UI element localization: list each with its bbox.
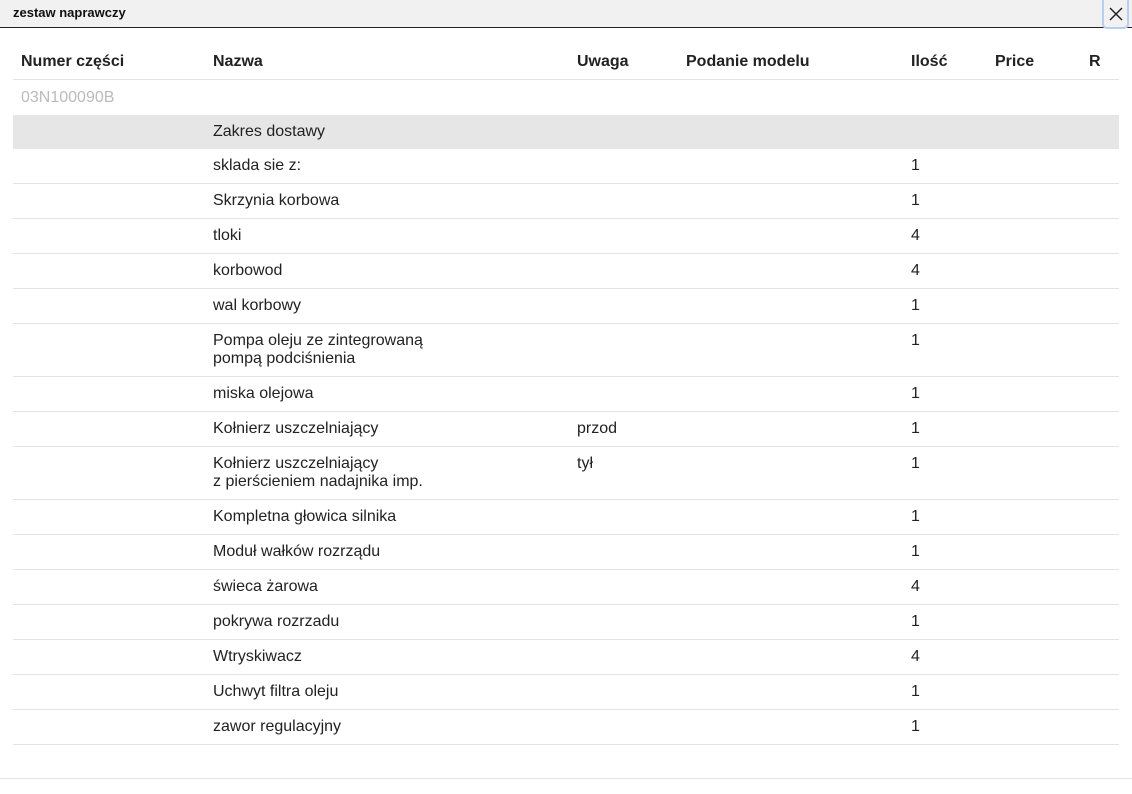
- row-name-line: miska olejowa: [213, 385, 314, 402]
- row-name-line: sklada sie z:: [213, 157, 302, 174]
- row-qty: 1: [903, 535, 987, 570]
- row-note: [569, 640, 678, 675]
- row-name-line: Kompletna głowica silnika: [213, 508, 397, 525]
- row-part-number: [13, 640, 205, 675]
- row-part-number: [13, 219, 205, 254]
- row-part-number: [13, 254, 205, 289]
- table-row: [13, 377, 1119, 412]
- table-row: [13, 412, 1119, 447]
- row-price: [987, 324, 1081, 377]
- row-name-line: korbowod: [213, 262, 283, 279]
- row-price: [987, 640, 1081, 675]
- row-model: [678, 377, 903, 412]
- row-name: [205, 640, 569, 675]
- row-model: [678, 219, 903, 254]
- dialog-titlebar: [0, 0, 1132, 28]
- row-part-number: [13, 289, 205, 324]
- row-qty: 1: [903, 149, 987, 184]
- col-header-model[interactable]: Podanie modelu: [678, 45, 903, 80]
- row-note: [569, 675, 678, 710]
- row-note: [569, 149, 678, 184]
- row-model: [678, 254, 903, 289]
- table-row: [13, 500, 1119, 535]
- row-model: [678, 710, 903, 745]
- row-note: [569, 377, 678, 412]
- row-part-number: [13, 535, 205, 570]
- table-row: [13, 535, 1119, 570]
- row-qty: 1: [903, 605, 987, 640]
- row-name-line: zawor regulacyjny: [213, 718, 342, 735]
- row-name-line: wal korbowy: [213, 297, 302, 314]
- row-part-number: [13, 324, 205, 377]
- col-header-qty[interactable]: Ilość: [903, 45, 987, 80]
- table-row: [13, 149, 1119, 184]
- section-label: Zakres dostawy: [205, 115, 569, 149]
- row-price: [987, 535, 1081, 570]
- row-price: [987, 254, 1081, 289]
- row-qty: 4: [903, 254, 987, 289]
- row-r: [1081, 640, 1119, 675]
- table-row: [13, 184, 1119, 219]
- row-name: [205, 570, 569, 605]
- row-price: [987, 289, 1081, 324]
- row-note: tył: [569, 447, 678, 500]
- footer-divider: [0, 778, 1132, 779]
- row-r: [1081, 500, 1119, 535]
- close-icon: [1109, 7, 1123, 21]
- row-model: [678, 447, 903, 500]
- table-row: [13, 570, 1119, 605]
- row-name-line: tloki: [213, 227, 242, 244]
- row-name: [205, 149, 569, 184]
- section-row: [13, 115, 1119, 149]
- row-model: [678, 535, 903, 570]
- part-number: 03N100090B: [21, 89, 115, 106]
- row-qty: 1: [903, 710, 987, 745]
- row-part-number: [13, 149, 205, 184]
- row-name-line: Moduł wałków rozrządu: [213, 543, 381, 560]
- row-note: [569, 605, 678, 640]
- table-row: [13, 640, 1119, 675]
- row-r: [1081, 570, 1119, 605]
- part-number-row: [13, 80, 1119, 116]
- row-r: [1081, 324, 1119, 377]
- row-part-number: [13, 412, 205, 447]
- row-note: [569, 184, 678, 219]
- row-qty: 1: [903, 289, 987, 324]
- row-qty: 1: [903, 412, 987, 447]
- row-qty: 1: [903, 675, 987, 710]
- row-note: [569, 570, 678, 605]
- row-name-line: Kołnierz uszczelniający: [213, 455, 379, 472]
- row-name: [205, 710, 569, 745]
- table-row: [13, 710, 1119, 745]
- row-name-line-2: z pierścieniem nadajnika imp.: [213, 473, 423, 490]
- row-r: [1081, 289, 1119, 324]
- row-name-line-2: pompą podciśnienia: [213, 350, 356, 367]
- row-note: [569, 500, 678, 535]
- row-model: [678, 324, 903, 377]
- row-part-number: [13, 377, 205, 412]
- row-model: [678, 412, 903, 447]
- row-part-number: [13, 447, 205, 500]
- row-qty: 4: [903, 640, 987, 675]
- table-row: [13, 254, 1119, 289]
- row-price: [987, 710, 1081, 745]
- row-name-line: Skrzynia korbowa: [213, 192, 340, 209]
- row-model: [678, 570, 903, 605]
- row-part-number: [13, 184, 205, 219]
- row-r: [1081, 447, 1119, 500]
- row-r: [1081, 412, 1119, 447]
- row-model: [678, 149, 903, 184]
- table-row: [13, 289, 1119, 324]
- row-part-number: [13, 710, 205, 745]
- row-name-line: pokrywa rozrzadu: [213, 613, 340, 630]
- col-header-name[interactable]: Nazwa: [205, 45, 569, 80]
- row-part-number: [13, 675, 205, 710]
- row-name: [205, 500, 569, 535]
- row-model: [678, 640, 903, 675]
- row-qty: 1: [903, 447, 987, 500]
- col-header-price[interactable]: Price: [987, 45, 1081, 80]
- row-qty: 1: [903, 500, 987, 535]
- row-model: [678, 605, 903, 640]
- row-qty: 4: [903, 219, 987, 254]
- row-price: [987, 500, 1081, 535]
- row-qty: 4: [903, 570, 987, 605]
- row-name: [205, 447, 569, 500]
- row-name-line: Pompa oleju ze zintegrowaną: [213, 332, 423, 349]
- row-name-line: świeca żarowa: [213, 578, 318, 595]
- row-note: [569, 254, 678, 289]
- table-row: [13, 605, 1119, 640]
- row-name: [205, 324, 569, 377]
- row-note: [569, 219, 678, 254]
- row-part-number: [13, 500, 205, 535]
- row-price: [987, 605, 1081, 640]
- row-r: [1081, 219, 1119, 254]
- row-model: [678, 500, 903, 535]
- row-price: [987, 412, 1081, 447]
- row-name: [205, 535, 569, 570]
- row-part-number: [13, 570, 205, 605]
- table-row: [13, 219, 1119, 254]
- col-header-r[interactable]: R: [1081, 45, 1119, 80]
- row-note: przod: [569, 412, 678, 447]
- table-row: [13, 447, 1119, 500]
- row-price: [987, 377, 1081, 412]
- row-name-line: Wtryskiwacz: [213, 648, 302, 665]
- row-price: [987, 570, 1081, 605]
- row-name: [205, 254, 569, 289]
- row-r: [1081, 675, 1119, 710]
- row-note: [569, 289, 678, 324]
- row-note: [569, 324, 678, 377]
- row-name: [205, 219, 569, 254]
- row-price: [987, 675, 1081, 710]
- table-row: [13, 324, 1119, 377]
- row-qty: 1: [903, 184, 987, 219]
- close-button[interactable]: [1102, 0, 1129, 29]
- table-row: [13, 675, 1119, 710]
- row-r: [1081, 377, 1119, 412]
- row-name: [205, 605, 569, 640]
- row-price: [987, 149, 1081, 184]
- row-qty: 1: [903, 324, 987, 377]
- row-model: [678, 184, 903, 219]
- row-model: [678, 675, 903, 710]
- row-note: [569, 710, 678, 745]
- row-qty: 1: [903, 377, 987, 412]
- row-price: [987, 447, 1081, 500]
- row-part-number: [13, 605, 205, 640]
- row-name-line: Kołnierz uszczelniający: [213, 420, 379, 437]
- row-name-line: Uchwyt filtra oleju: [213, 683, 339, 700]
- row-model: [678, 289, 903, 324]
- table-header-row: [13, 45, 1119, 80]
- row-name: [205, 184, 569, 219]
- row-r: [1081, 254, 1119, 289]
- row-r: [1081, 184, 1119, 219]
- col-header-note[interactable]: Uwaga: [569, 45, 678, 80]
- dialog-title: zestaw naprawczy: [13, 5, 126, 20]
- parts-table: [13, 45, 1119, 745]
- row-price: [987, 219, 1081, 254]
- col-header-part-number[interactable]: Numer części: [13, 45, 205, 80]
- row-r: [1081, 535, 1119, 570]
- row-name: [205, 289, 569, 324]
- row-r: [1081, 149, 1119, 184]
- row-name: [205, 675, 569, 710]
- row-name: [205, 412, 569, 447]
- row-r: [1081, 605, 1119, 640]
- row-name: [205, 377, 569, 412]
- row-price: [987, 184, 1081, 219]
- row-r: [1081, 710, 1119, 745]
- row-note: [569, 535, 678, 570]
